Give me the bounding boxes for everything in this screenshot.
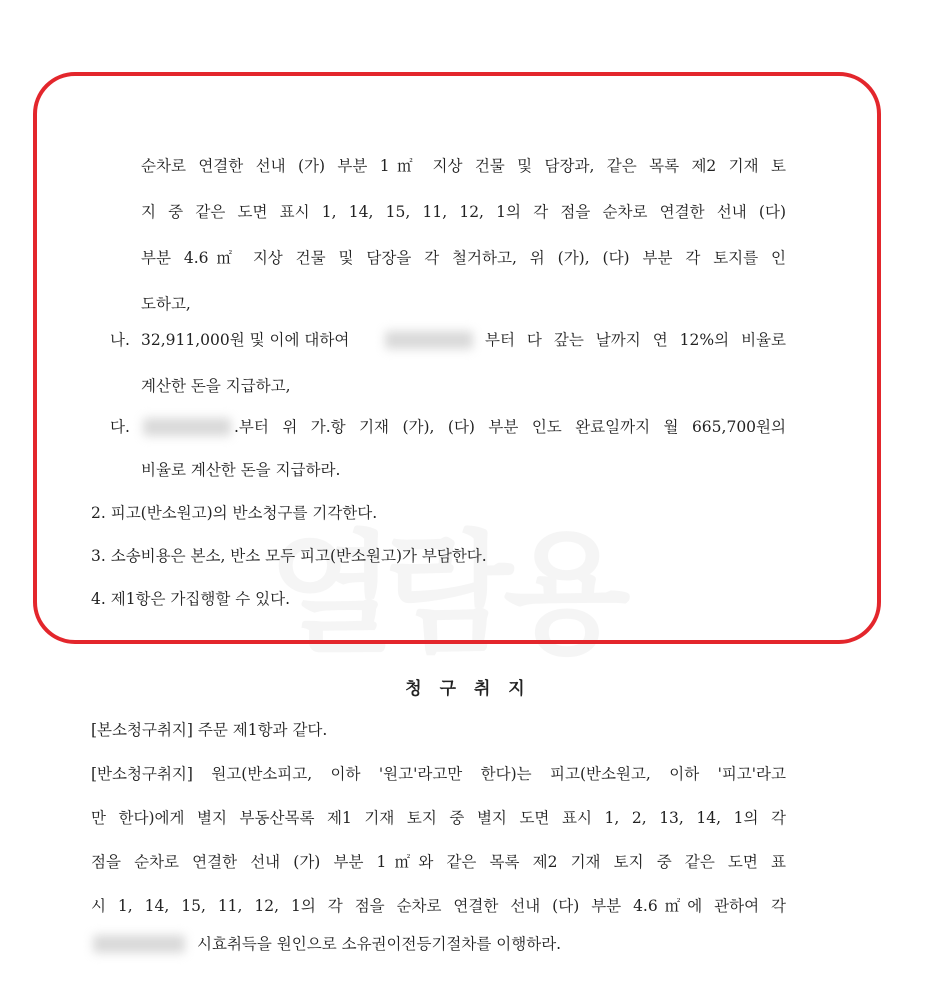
claim-counter-line-2: 만 한다)에게 별지 부동산목록 제1 기재 토지 중 별지 도면 표시 1, 2, 13, 14, 1의 각: [91, 809, 786, 827]
claim-counter-line-1: [반소청구취지] 원고(반소피고, 이하 '원고'라고만 한다)는 피고(반소원고, 이하 '피고'라고: [91, 765, 786, 783]
claim-counter-line-3: 점을 순차로 연결한 선내 (가) 부분 1㎡와 같은 목록 제2 기재 토지 중 같은 도면 표: [91, 853, 786, 871]
claim-main: [본소청구취지] 주문 제1항과 같다.: [91, 721, 328, 739]
judgment-line-3: 부분 4.6㎡ 지상 건물 및 담장을 각 철거하고, 위 (가), (다) 부분 각 토지를 인: [141, 249, 786, 267]
item-na-marker: 나.: [110, 331, 130, 349]
section-heading: 청 구 취 지: [405, 679, 531, 699]
redacted-date: [93, 935, 185, 953]
judgment-line-4: 도하고,: [141, 295, 191, 313]
redacted-date: [385, 331, 473, 349]
item-4: 4. 제1항은 가집행할 수 있다.: [91, 590, 291, 608]
judgment-line-2: 지 중 같은 도면 표시 1, 14, 15, 11, 12, 1의 각 점을 순차로 연결한 선내 (다): [141, 203, 786, 221]
claim-counter-line-4: 시 1, 14, 15, 11, 12, 1의 각 점을 순차로 연결한 선내 (다) 부분 4.6㎡에 관하여 각: [91, 897, 786, 915]
item-da-marker: 다.: [110, 418, 130, 436]
judgment-line-1: 순차로 연결한 선내 (가) 부분 1㎡ 지상 건물 및 담장과, 같은 목록 제2 기재 토: [141, 157, 786, 175]
item-na-before: 32,911,000원 및 이에 대하여: [141, 331, 350, 349]
item-3: 3. 소송비용은 본소, 반소 모두 피고(반소원고)가 부담한다.: [91, 547, 487, 565]
item-2: 2. 피고(반소원고)의 반소청구를 기각한다.: [91, 504, 378, 522]
item-da-after: .부터 위 가.항 기재 (가), (다) 부분 인도 완료일까지 월 665,700원의: [234, 418, 786, 436]
item-na-after: 부터 다 갚는 날까지 연 12%의 비율로: [485, 331, 786, 349]
claim-counter-last: 시효취득을 원인으로 소유권이전등기절차를 이행하라.: [197, 935, 562, 953]
redacted-date: [143, 418, 231, 436]
item-da-cont: 비율로 계산한 돈을 지급하라.: [141, 461, 341, 479]
item-na-cont: 계산한 돈을 지급하고,: [141, 377, 291, 395]
